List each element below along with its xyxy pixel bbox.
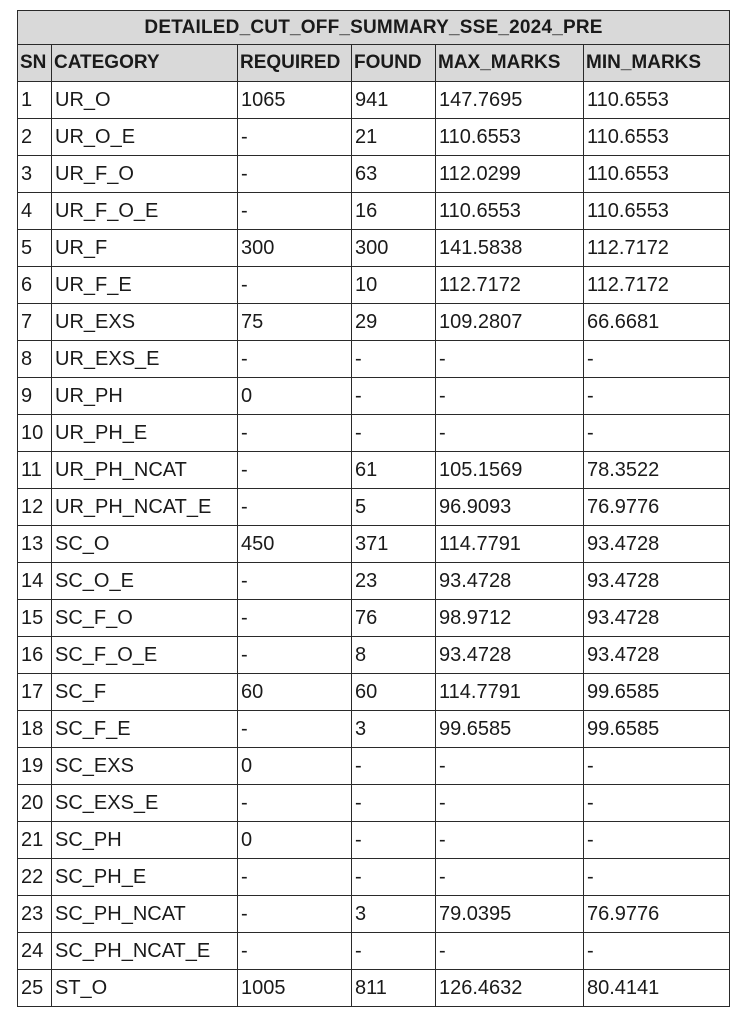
- cell-max-marks: 109.2807: [436, 304, 584, 341]
- cell-required: -: [238, 267, 352, 304]
- cell-found: -: [352, 785, 436, 822]
- cell-category: UR_PH_NCAT: [52, 452, 238, 489]
- cell-found: 8: [352, 637, 436, 674]
- cell-sn: 10: [18, 415, 52, 452]
- table-row: [18, 859, 730, 896]
- cell-max-marks: 99.6585: [436, 711, 584, 748]
- cell-found: 60: [352, 674, 436, 711]
- cell-sn: 7: [18, 304, 52, 341]
- cell-found: 76: [352, 600, 436, 637]
- header-min-marks: MIN_MARKS: [584, 45, 730, 82]
- cell-min-marks: 93.4728: [584, 600, 730, 637]
- cell-required: 1005: [238, 970, 352, 1007]
- cell-category: SC_O_E: [52, 563, 238, 600]
- cell-min-marks: -: [584, 785, 730, 822]
- cell-min-marks: 110.6553: [584, 156, 730, 193]
- cell-required: 75: [238, 304, 352, 341]
- cell-min-marks: -: [584, 859, 730, 896]
- table-title-row: [18, 11, 730, 45]
- cell-required: -: [238, 785, 352, 822]
- cutoff-summary-table: [17, 10, 730, 1007]
- cell-required: -: [238, 452, 352, 489]
- cell-required: 450: [238, 526, 352, 563]
- header-max-marks: MAX_MARKS: [436, 45, 584, 82]
- cell-sn: 8: [18, 341, 52, 378]
- cell-category: SC_O: [52, 526, 238, 563]
- cell-required: -: [238, 193, 352, 230]
- cell-found: -: [352, 748, 436, 785]
- cell-required: -: [238, 896, 352, 933]
- cell-min-marks: 66.6681: [584, 304, 730, 341]
- table-row: [18, 563, 730, 600]
- cell-sn: 16: [18, 637, 52, 674]
- cell-sn: 13: [18, 526, 52, 563]
- cell-category: SC_PH_NCAT_E: [52, 933, 238, 970]
- cell-found: 63: [352, 156, 436, 193]
- cell-found: -: [352, 341, 436, 378]
- cell-required: -: [238, 341, 352, 378]
- cell-required: -: [238, 711, 352, 748]
- cell-found: 23: [352, 563, 436, 600]
- table-body: [18, 82, 730, 1007]
- cell-required: -: [238, 489, 352, 526]
- header-category: CATEGORY: [52, 45, 238, 82]
- table-row: [18, 822, 730, 859]
- table-row: [18, 415, 730, 452]
- cell-found: 3: [352, 711, 436, 748]
- table-row: [18, 526, 730, 563]
- cell-max-marks: 112.7172: [436, 267, 584, 304]
- cell-max-marks: -: [436, 748, 584, 785]
- cell-min-marks: -: [584, 748, 730, 785]
- cell-found: 16: [352, 193, 436, 230]
- header-sn: SN: [18, 45, 52, 82]
- cell-found: 5: [352, 489, 436, 526]
- cell-sn: 14: [18, 563, 52, 600]
- cell-max-marks: -: [436, 378, 584, 415]
- table-row: [18, 637, 730, 674]
- cell-category: UR_F_O: [52, 156, 238, 193]
- table-row: [18, 896, 730, 933]
- cell-min-marks: -: [584, 822, 730, 859]
- cell-min-marks: 99.6585: [584, 711, 730, 748]
- cell-sn: 1: [18, 82, 52, 119]
- cell-category: UR_PH_E: [52, 415, 238, 452]
- table-row: [18, 785, 730, 822]
- cell-sn: 25: [18, 970, 52, 1007]
- cell-sn: 22: [18, 859, 52, 896]
- table-row: [18, 600, 730, 637]
- cell-sn: 24: [18, 933, 52, 970]
- cell-category: SC_PH_NCAT: [52, 896, 238, 933]
- cell-sn: 12: [18, 489, 52, 526]
- cell-found: 10: [352, 267, 436, 304]
- cell-sn: 6: [18, 267, 52, 304]
- cutoff-summary-sheet: [17, 10, 729, 1007]
- cell-found: -: [352, 415, 436, 452]
- cell-min-marks: 110.6553: [584, 193, 730, 230]
- cell-sn: 5: [18, 230, 52, 267]
- cell-found: -: [352, 859, 436, 896]
- table-row: [18, 119, 730, 156]
- table-row: [18, 193, 730, 230]
- cell-max-marks: 93.4728: [436, 563, 584, 600]
- cell-required: -: [238, 859, 352, 896]
- cell-category: SC_F: [52, 674, 238, 711]
- cell-category: UR_PH: [52, 378, 238, 415]
- cell-max-marks: 114.7791: [436, 526, 584, 563]
- cell-required: 300: [238, 230, 352, 267]
- cell-min-marks: 93.4728: [584, 563, 730, 600]
- cell-max-marks: 79.0395: [436, 896, 584, 933]
- cell-category: SC_EXS_E: [52, 785, 238, 822]
- cell-category: UR_F_O_E: [52, 193, 238, 230]
- cell-category: UR_F: [52, 230, 238, 267]
- cell-required: -: [238, 600, 352, 637]
- cell-required: -: [238, 119, 352, 156]
- cell-max-marks: 112.0299: [436, 156, 584, 193]
- cell-category: SC_F_E: [52, 711, 238, 748]
- cell-required: 60: [238, 674, 352, 711]
- cell-category: SC_PH_E: [52, 859, 238, 896]
- cell-found: 3: [352, 896, 436, 933]
- cell-min-marks: 78.3522: [584, 452, 730, 489]
- cell-sn: 2: [18, 119, 52, 156]
- cell-sn: 17: [18, 674, 52, 711]
- table-row: [18, 267, 730, 304]
- cell-max-marks: 141.5838: [436, 230, 584, 267]
- cell-found: 29: [352, 304, 436, 341]
- cell-category: UR_F_E: [52, 267, 238, 304]
- cell-required: 0: [238, 822, 352, 859]
- table-row: [18, 674, 730, 711]
- cell-category: UR_PH_NCAT_E: [52, 489, 238, 526]
- cell-required: -: [238, 563, 352, 600]
- cell-found: 941: [352, 82, 436, 119]
- cell-min-marks: 110.6553: [584, 119, 730, 156]
- cell-min-marks: -: [584, 341, 730, 378]
- cell-sn: 11: [18, 452, 52, 489]
- cell-found: 371: [352, 526, 436, 563]
- cell-sn: 4: [18, 193, 52, 230]
- cell-min-marks: 93.4728: [584, 637, 730, 674]
- cell-max-marks: 93.4728: [436, 637, 584, 674]
- cell-category: SC_F_O: [52, 600, 238, 637]
- cell-max-marks: 105.1569: [436, 452, 584, 489]
- cell-found: -: [352, 933, 436, 970]
- cell-found: 811: [352, 970, 436, 1007]
- cell-max-marks: 98.9712: [436, 600, 584, 637]
- cell-max-marks: -: [436, 785, 584, 822]
- cell-max-marks: -: [436, 415, 584, 452]
- cell-sn: 9: [18, 378, 52, 415]
- cell-min-marks: -: [584, 415, 730, 452]
- cell-category: UR_O_E: [52, 119, 238, 156]
- cell-category: UR_EXS: [52, 304, 238, 341]
- cell-sn: 21: [18, 822, 52, 859]
- table-row: [18, 748, 730, 785]
- cell-found: 300: [352, 230, 436, 267]
- table-row: [18, 82, 730, 119]
- cell-min-marks: 112.7172: [584, 267, 730, 304]
- header-required: REQUIRED: [238, 45, 352, 82]
- table-row: [18, 711, 730, 748]
- table-row: [18, 378, 730, 415]
- cell-sn: 18: [18, 711, 52, 748]
- cell-found: -: [352, 822, 436, 859]
- cell-found: -: [352, 378, 436, 415]
- cell-max-marks: 147.7695: [436, 82, 584, 119]
- cell-category: ST_O: [52, 970, 238, 1007]
- table-row: [18, 230, 730, 267]
- cell-category: SC_PH: [52, 822, 238, 859]
- cell-category: UR_EXS_E: [52, 341, 238, 378]
- cell-min-marks: 99.6585: [584, 674, 730, 711]
- cell-required: -: [238, 933, 352, 970]
- table-row: [18, 156, 730, 193]
- cell-max-marks: -: [436, 859, 584, 896]
- cell-max-marks: 110.6553: [436, 119, 584, 156]
- table-row: [18, 452, 730, 489]
- cell-max-marks: -: [436, 933, 584, 970]
- cell-required: -: [238, 415, 352, 452]
- cell-category: SC_F_O_E: [52, 637, 238, 674]
- table-row: [18, 933, 730, 970]
- table-row: [18, 304, 730, 341]
- cell-sn: 3: [18, 156, 52, 193]
- cell-sn: 15: [18, 600, 52, 637]
- header-found: FOUND: [352, 45, 436, 82]
- cell-sn: 23: [18, 896, 52, 933]
- cell-required: 1065: [238, 82, 352, 119]
- table-row: [18, 341, 730, 378]
- cell-max-marks: 114.7791: [436, 674, 584, 711]
- table-row: [18, 489, 730, 526]
- table-row: [18, 970, 730, 1007]
- cell-min-marks: 110.6553: [584, 82, 730, 119]
- cell-sn: 19: [18, 748, 52, 785]
- table-header-row: [18, 45, 730, 82]
- cell-category: UR_O: [52, 82, 238, 119]
- cell-min-marks: 76.9776: [584, 489, 730, 526]
- cell-max-marks: 110.6553: [436, 193, 584, 230]
- cell-min-marks: 76.9776: [584, 896, 730, 933]
- cell-max-marks: 96.9093: [436, 489, 584, 526]
- cell-max-marks: -: [436, 822, 584, 859]
- cell-found: 61: [352, 452, 436, 489]
- cell-required: -: [238, 637, 352, 674]
- cell-sn: 20: [18, 785, 52, 822]
- cell-min-marks: -: [584, 378, 730, 415]
- cell-required: 0: [238, 748, 352, 785]
- table-title: DETAILED_CUT_OFF_SUMMARY_SSE_2024_PRE: [18, 11, 730, 45]
- cell-min-marks: 93.4728: [584, 526, 730, 563]
- cell-min-marks: -: [584, 933, 730, 970]
- cell-required: -: [238, 156, 352, 193]
- cell-category: SC_EXS: [52, 748, 238, 785]
- cell-min-marks: 112.7172: [584, 230, 730, 267]
- cell-found: 21: [352, 119, 436, 156]
- cell-min-marks: 80.4141: [584, 970, 730, 1007]
- cell-required: 0: [238, 378, 352, 415]
- cell-max-marks: 126.4632: [436, 970, 584, 1007]
- cell-max-marks: -: [436, 341, 584, 378]
